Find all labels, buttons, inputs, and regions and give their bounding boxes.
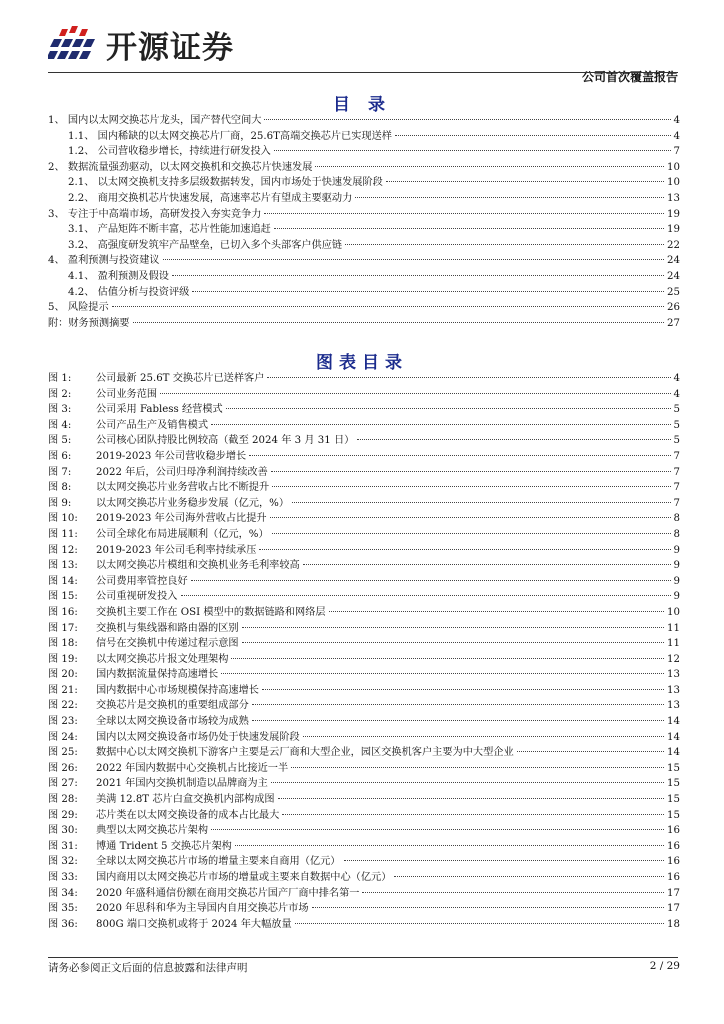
figure-number: 图 20: [48,669,78,681]
figure-number: 图 7: [48,466,72,478]
figure-entry[interactable] [48,387,680,403]
figure-page: 13 [667,669,680,681]
figure-label: 全球以太网交换芯片市场的增量主要来自商用（亿元） [96,856,341,868]
figure-page: 5 [673,419,680,431]
toc-entry-page: 24 [667,270,680,282]
toc-entry-page: 7 [673,146,680,158]
figure-page: 8 [673,528,680,540]
figure-entry[interactable] [48,808,680,824]
toc-entry-label: 4、 盈利预测与投资建议 [48,255,160,267]
leader-dots [517,751,664,752]
figure-label: 2019-2023 年公司毛利率持续承压 [96,544,257,556]
figure-number: 图 8: [48,482,72,494]
toc-entry-page: 13 [667,192,680,204]
figure-entry[interactable] [48,543,680,559]
figure-entry[interactable] [48,667,680,683]
figure-label: 全球以太网交换设备市场较为成熟 [96,716,249,728]
figure-label: 以太网交换芯片业务稳步发展（亿元，%） [96,497,290,509]
figure-label: 以太网交换芯片报文处理架构 [96,653,229,665]
figure-number: 图 36: [48,918,78,930]
leader-dots [271,782,664,783]
figure-page: 11 [667,622,680,634]
leader-dots [160,393,670,394]
toc-entry-page: 27 [667,317,680,329]
toc-entry-label: 1.1、 国内稀缺的以太网交换芯片厂商，25.6T高端交换芯片已实现送样 [68,130,392,142]
figure-entry[interactable] [48,480,680,496]
figure-entry[interactable] [48,870,680,886]
leader-dots [355,197,664,198]
figure-label: 公司费用率管控良好 [96,575,188,587]
figure-page: 16 [667,872,680,883]
figure-number: 图 17: [48,622,78,634]
leader-dots [292,502,670,503]
leader-dots [211,829,664,830]
leader-dots [394,876,664,877]
toc-entry[interactable] [48,238,680,254]
leader-dots [112,306,664,307]
toc-entry[interactable] [48,144,680,160]
figure-label: 公司产品生产及销售模式 [96,419,209,431]
footer-divider [48,957,678,958]
figure-entry[interactable] [48,776,680,792]
leader-dots [303,736,664,737]
figure-label: 交换机与集线器和路由器的区别 [96,622,239,634]
leader-dots [386,181,664,182]
figure-number: 图 14: [48,575,78,587]
toc-entry-label: 1.2、 公司营收稳步增长，持续进行研发投入 [68,146,271,158]
figure-number: 图 22: [48,700,78,712]
figure-page: 13 [667,700,680,712]
leader-dots [262,689,664,690]
logo-mark-icon [48,23,100,67]
leader-dots [274,150,671,151]
figure-number: 图 34: [48,887,78,899]
toc-entry-label: 4.1、 盈利预测及假设 [68,270,169,282]
figure-entry[interactable] [48,496,680,512]
leader-dots [274,228,664,229]
toc-entry-label: 3、 专注于中高端市场，高研发投入夯实竞争力 [48,208,262,220]
toc-entry[interactable] [48,129,680,145]
figure-entry[interactable] [48,698,680,714]
toc-entry-page: 4 [673,115,680,126]
figure-page: 14 [667,731,680,743]
figure-page: 16 [667,825,680,837]
leader-dots [357,439,670,440]
figure-label: 2020 年思科和华为主导国内自用交换芯片市场 [96,903,309,915]
figure-entry[interactable] [48,621,680,637]
leader-dots [312,907,664,908]
leader-dots [192,291,664,292]
figure-label: 博通 Trident 5 交换芯片架构 [96,840,232,852]
figure-number: 图 9: [48,497,72,509]
figure-page: 16 [667,856,680,868]
leader-dots [211,424,670,425]
figure-number: 图 29: [48,809,78,821]
figure-label: 典型以太网交换芯片架构 [96,825,209,837]
figure-entry[interactable] [48,823,680,839]
figure-label: 2020 年盛科通信份额在商用交换芯片国产厂商中排名第一 [96,887,360,899]
toc-entry-label: 2.1、 以太网交换机支持多层级数据转发，国内市场处于快速发展阶段 [68,177,383,189]
figure-page: 10 [667,606,680,618]
figure-label: 公司采用 Fabless 经营模式 [96,404,223,416]
toc-entry-page: 19 [667,208,680,220]
figure-entry[interactable] [48,511,680,527]
figure-label: 以太网交换芯片业务营收占比不断提升 [96,482,270,494]
toc-entry-label: 2.2、 商用交换机芯片快速发展，高速率芯片有望成主要驱动力 [68,192,353,204]
figure-entry[interactable] [48,652,680,668]
figure-entry[interactable] [48,636,680,652]
figure-label: 数据中心以太网交换机下游客户主要是云厂商和大型企业，园区交换机客户主要为中大型企业 [96,747,514,759]
figure-number: 图 13: [48,560,78,572]
figure-label: 2019-2023 年公司海外营收占比提升 [96,513,267,525]
toc-entry[interactable] [48,207,680,223]
figure-entry[interactable] [48,449,680,465]
toc-entry-label: 1、 国内以太网交换芯片龙头，国产替代空间大 [48,115,262,126]
toc-entry-page: 10 [667,177,680,189]
leader-dots [226,408,671,409]
figure-label: 美满 12.8T 芯片白盒交换机内部构成图 [96,794,275,806]
toc-entry[interactable] [48,285,680,301]
leader-dots [295,923,664,924]
toc-entry[interactable] [48,160,680,176]
figures-title: 图表目录 [316,353,408,373]
figure-page: 7 [673,466,680,478]
figure-page: 15 [667,809,680,821]
figure-page: 4 [673,373,680,384]
figure-entry[interactable] [48,886,680,902]
figure-entry[interactable] [48,792,680,808]
figure-label: 国内数据中心市场规模保持高速增长 [96,684,259,696]
leader-dots [278,798,664,799]
toc-entry[interactable] [48,222,680,238]
figure-number: 图 16: [48,606,78,618]
leader-dots [303,564,671,565]
toc-entry-page: 22 [667,239,680,251]
figure-page: 17 [667,887,680,899]
figure-page: 12 [667,653,680,665]
leader-dots [133,322,665,323]
figure-index [48,371,680,932]
figure-entry[interactable] [48,683,680,699]
figure-entry[interactable] [48,839,680,855]
figure-page: 17 [667,903,680,915]
figure-number: 图 5: [48,435,72,447]
leader-dots [259,549,670,550]
figure-number: 图 35: [48,903,78,915]
figure-label: 公司业务范围 [96,388,158,400]
leader-dots [271,471,671,472]
figure-entry[interactable] [48,761,680,777]
figure-page: 8 [673,513,680,525]
figure-page: 7 [673,497,680,509]
toc-entry[interactable] [48,253,680,269]
toc-entry-page: 19 [667,224,680,236]
figure-entry[interactable] [48,574,680,590]
figure-page: 14 [667,716,680,728]
page-header [48,18,678,84]
figure-number: 图 3: [48,404,72,416]
figure-label: 公司重视研发投入 [96,591,178,603]
figure-page: 9 [673,560,680,572]
figure-number: 图 26: [48,762,78,774]
figure-label: 国内以太网交换设备市场仍处于快速发展阶段 [96,731,300,743]
leader-dots [264,213,664,214]
figure-number: 图 19: [48,653,78,665]
toc-entry-page: 25 [667,286,680,298]
leader-dots [270,517,671,518]
toc-entry[interactable] [48,300,680,316]
brand-logo [48,22,234,67]
table-of-contents [48,113,680,331]
leader-dots [163,259,664,260]
leader-dots [264,119,670,120]
figure-number: 图 27: [48,778,78,790]
figure-page: 4 [673,388,680,400]
toc-entry-label: 3.1、 产品矩阵不断丰富，芯片性能加速追赶 [68,224,271,236]
leader-dots [395,135,671,136]
toc-entry-page: 26 [667,302,680,314]
leader-dots [252,704,664,705]
leader-dots [249,455,670,456]
leader-dots [181,595,671,596]
figure-entry[interactable] [48,730,680,746]
figure-page: 11 [667,638,680,650]
figure-label: 公司核心团队持股比例较高（截至 2024 年 3 月 31 日） [96,435,355,447]
logo-text: 开源证券 [106,30,234,66]
figure-number: 图 31: [48,840,78,852]
figure-label: 2019-2023 年公司营收稳步增长 [96,450,247,462]
figure-number: 图 10: [48,513,78,525]
figure-number: 图 1: [48,373,72,384]
figure-page: 9 [673,575,680,587]
figure-page: 7 [673,482,680,494]
figure-number: 图 15: [48,591,78,603]
figure-label: 以太网交换芯片模组和交换机业务毛利率较高 [96,560,300,572]
figure-page: 15 [667,794,680,806]
toc-entry-page: 4 [673,130,680,142]
leader-dots [282,814,664,815]
leader-dots [235,845,664,846]
figure-entry[interactable] [48,745,680,761]
figure-number: 图 30: [48,825,78,837]
toc-entry-label: 附：财务预测摘要 [48,317,130,329]
figure-entry[interactable] [48,558,680,574]
figure-label: 2022 年后，公司归母净利润持续改善 [96,466,268,478]
toc-entry[interactable] [48,113,680,129]
leader-dots [242,642,664,643]
toc-title: 目 录 [333,95,391,115]
figure-page: 15 [667,778,680,790]
toc-entry[interactable] [48,269,680,285]
figure-label: 800G 端口交换机或将于 2024 年大幅放量 [96,918,292,930]
figure-number: 图 28: [48,794,78,806]
figure-entry[interactable] [48,605,680,621]
toc-entry-page: 24 [667,255,680,267]
leader-dots [267,377,670,378]
figure-label: 公司全球化布局进展顺利（亿元，%） [96,528,269,540]
toc-entry[interactable] [48,175,680,191]
figure-number: 图 23: [48,716,78,728]
figure-number: 图 2: [48,388,72,400]
toc-entry-label: 5、 风险提示 [48,302,109,314]
figure-number: 图 6: [48,450,72,462]
figure-page: 9 [673,591,680,603]
leader-dots [315,166,664,167]
figure-number: 图 24: [48,731,78,743]
figure-entry[interactable] [48,465,680,481]
footer-disclaimer: 请务必参阅正文后面的信息披露和法律声明 [48,962,248,974]
figure-label: 交换芯片是交换机的重要组成部分 [96,700,249,712]
leader-dots [172,275,664,276]
figure-entry[interactable] [48,402,680,418]
leader-dots [231,658,664,659]
figure-label: 信号在交换机中传递过程示意图 [96,638,239,650]
figure-number: 图 18: [48,638,78,650]
figure-page: 18 [667,918,680,930]
figure-entry[interactable] [48,527,680,543]
figure-page: 7 [673,450,680,462]
leader-dots [221,673,664,674]
figure-label: 2021 年国内交换机制造以品牌商为主 [96,778,268,790]
figure-number: 图 11: [48,528,78,540]
figure-entry[interactable] [48,854,680,870]
figure-entry[interactable] [48,433,680,449]
toc-entry[interactable] [48,191,680,207]
figure-number: 图 33: [48,872,78,883]
figure-page: 13 [667,684,680,696]
report-type: 公司首次覆盖报告 [581,70,678,84]
header-divider [48,72,678,73]
figure-page: 5 [673,435,680,447]
figure-entry[interactable] [48,714,680,730]
leader-dots [272,486,670,487]
page-number: 2 / 29 [649,960,680,972]
figure-label: 公司最新 25.6T 交换芯片已送样客户 [96,373,265,384]
figure-number: 图 25: [48,747,78,759]
figure-number: 图 32: [48,856,78,868]
figure-page: 9 [673,544,680,556]
figure-number: 图 12: [48,544,78,556]
leader-dots [345,244,664,245]
toc-entry-label: 3.2、 高强度研发筑牢产品壁垒，已切入多个头部客户供应链 [68,239,343,251]
leader-dots [242,627,664,628]
figure-label: 交换机主要工作在 OSI 模型中的数据链路和网络层 [96,606,326,618]
figure-number: 图 21: [48,684,78,696]
figure-entry[interactable] [48,901,680,917]
figure-entry[interactable] [48,371,680,387]
figure-label: 2022 年国内数据中心交换机占比接近一半 [96,762,289,774]
toc-entry-label: 2、 数据流量强劲驱动，以太网交换机和交换芯片快速发展 [48,161,313,173]
leader-dots [329,611,664,612]
toc-entry-label: 4.2、 估值分析与投资评级 [68,286,190,298]
leader-dots [252,720,664,721]
figure-page: 16 [667,840,680,852]
figure-label: 国内数据流量保持高速增长 [96,669,219,681]
figure-label: 芯片类在以太网交换设备的成本占比最大 [96,809,280,821]
figure-entry[interactable] [48,917,680,933]
figure-page: 15 [667,762,680,774]
leader-dots [344,860,665,861]
leader-dots [191,580,671,581]
figure-page: 5 [673,404,680,416]
figure-label: 国内商用以太网交换芯片市场的增量或主要来自数据中心（亿元） [96,872,392,883]
figure-number: 图 4: [48,419,72,431]
figure-page: 14 [667,747,680,759]
leader-dots [272,533,671,534]
leader-dots [362,892,664,893]
toc-entry-page: 10 [667,161,680,173]
leader-dots [291,767,664,768]
toc-entry[interactable] [48,316,680,332]
figure-entry[interactable] [48,418,680,434]
figure-entry[interactable] [48,589,680,605]
